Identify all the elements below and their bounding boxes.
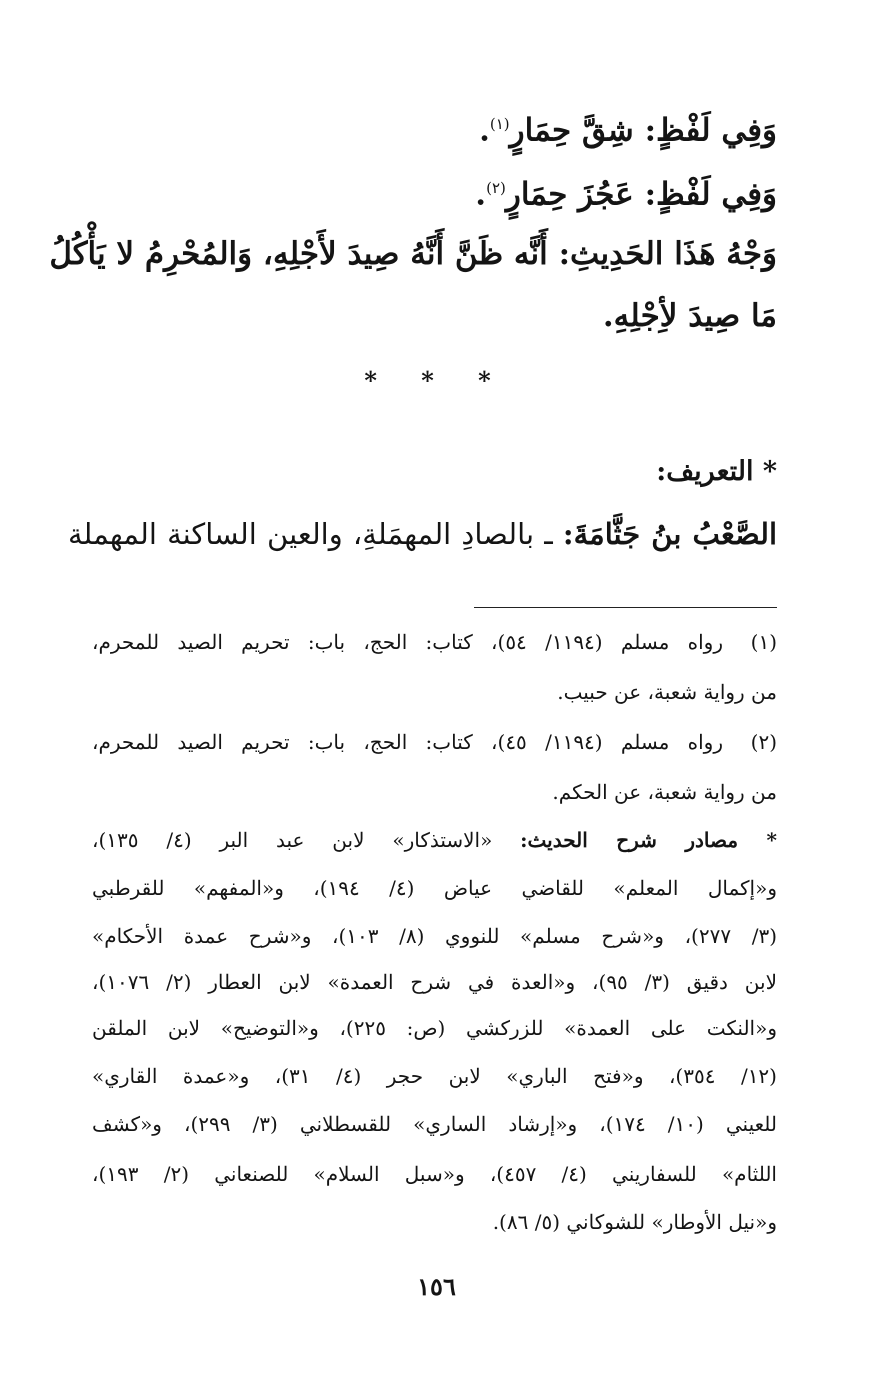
footnote-1-line-a: رواه مسلم (١١٩٤/ ٥٤)، كتاب: الحج، باب: تحريم الصيد للمحرم، (92, 630, 724, 654)
sources-line-7: للعيني (١٠/ ١٧٤)، و«إرشاد الساري» للقسطلاني (٣/ ٢٩٩)، و«كشف (92, 1112, 777, 1136)
section-separator: * * * (364, 366, 509, 395)
sources-title: * مصادر شرح الحديث: (520, 828, 777, 852)
section-intro-line (68, 514, 777, 554)
main-text-line-1-end: . (479, 112, 490, 149)
section-heading: * التعريف: (656, 456, 777, 487)
sources-line-3: (٣/ ٢٧٧)، و«شرح مسلم» للنووي (٨/ ١٠٣)، و«شرح عمدة الأحكام» (92, 924, 777, 948)
footnote-divider (474, 607, 777, 608)
sources-line-1 (92, 824, 777, 856)
sources-line-5: و«النكت على العمدة» للزركشي (ص: ٢٢٥)، و«التوضيح» لابن الملقن (92, 1016, 778, 1040)
page-number: ١٥٦ (417, 1272, 456, 1301)
main-text-line-4: مَا صِيدَ لأِجْلِهِ. (602, 298, 777, 334)
sources-line-8: اللثام» للسفاريني (٤/ ٤٥٧)، و«سبل السلام» للصنعاني (٢/ ١٩٣)، (92, 1162, 777, 1186)
footnote-ref-1: (١) (489, 115, 510, 133)
sources-line-9: و«نيل الأوطار» للشوكاني (٥/ ٨٦). (492, 1210, 777, 1234)
main-text-line-2-end: . (475, 176, 487, 213)
sources-line-1-rest: «الاستذكار» لابن عبد البر (٤/ ١٣٥)، (92, 828, 493, 852)
main-text-line-2-body: وَفِي لَفْظٍ: عَجُزَ حِمَارٍ (505, 176, 777, 213)
main-text-line-1 (92, 104, 777, 150)
footnote-1-number: (١) (750, 630, 777, 654)
main-text-line-2 (92, 168, 777, 214)
footnote-1-line-b: من رواية شعبة، عن حبيب. (557, 680, 777, 704)
footnote-2-number: (٢) (750, 730, 777, 754)
sources-line-2: و«إكمال المعلم» للقاضي عياض (٤/ ١٩٤)، و«المفهم» للقرطبي (92, 876, 777, 900)
footnote-ref-2: (٢) (486, 179, 506, 197)
sources-line-4: لابن دقيق (٣/ ٩٥)، و«العدة في شرح العمدة» لابن العطار (٢/ ١٠٧٦)، (92, 970, 777, 994)
main-text-line-3: وَجْهُ هَذَا الحَدِيثِ: أَنَّه ظَنَّ أَنَّهُ صِيدَ لأَجْلِهِ، وَالمُحْرِمُ لا يَأْكُلُ (49, 236, 777, 272)
sources-line-6: (١٢/ ٣٥٤)، و«فتح الباري» لابن حجر (٤/ ٣١)، و«عمدة القاري» (92, 1064, 777, 1088)
section-intro-name: الصَّعْبُ بنُ جَثَّامَةَ: (562, 517, 778, 551)
main-text-line-1-body: وَفِي لَفْظٍ: شِقَّ حِمَارٍ (509, 112, 777, 149)
footnote-2-line-a: رواه مسلم (١١٩٤/ ٤٥)، كتاب: الحج، باب: تحريم الصيد للمحرم، (92, 730, 724, 754)
section-intro-rest: ـ بالصادِ المهمَلةِ، والعين الساكنة المهملة (68, 517, 553, 551)
footnote-2-line-b: من رواية شعبة، عن الحكم. (552, 780, 777, 804)
